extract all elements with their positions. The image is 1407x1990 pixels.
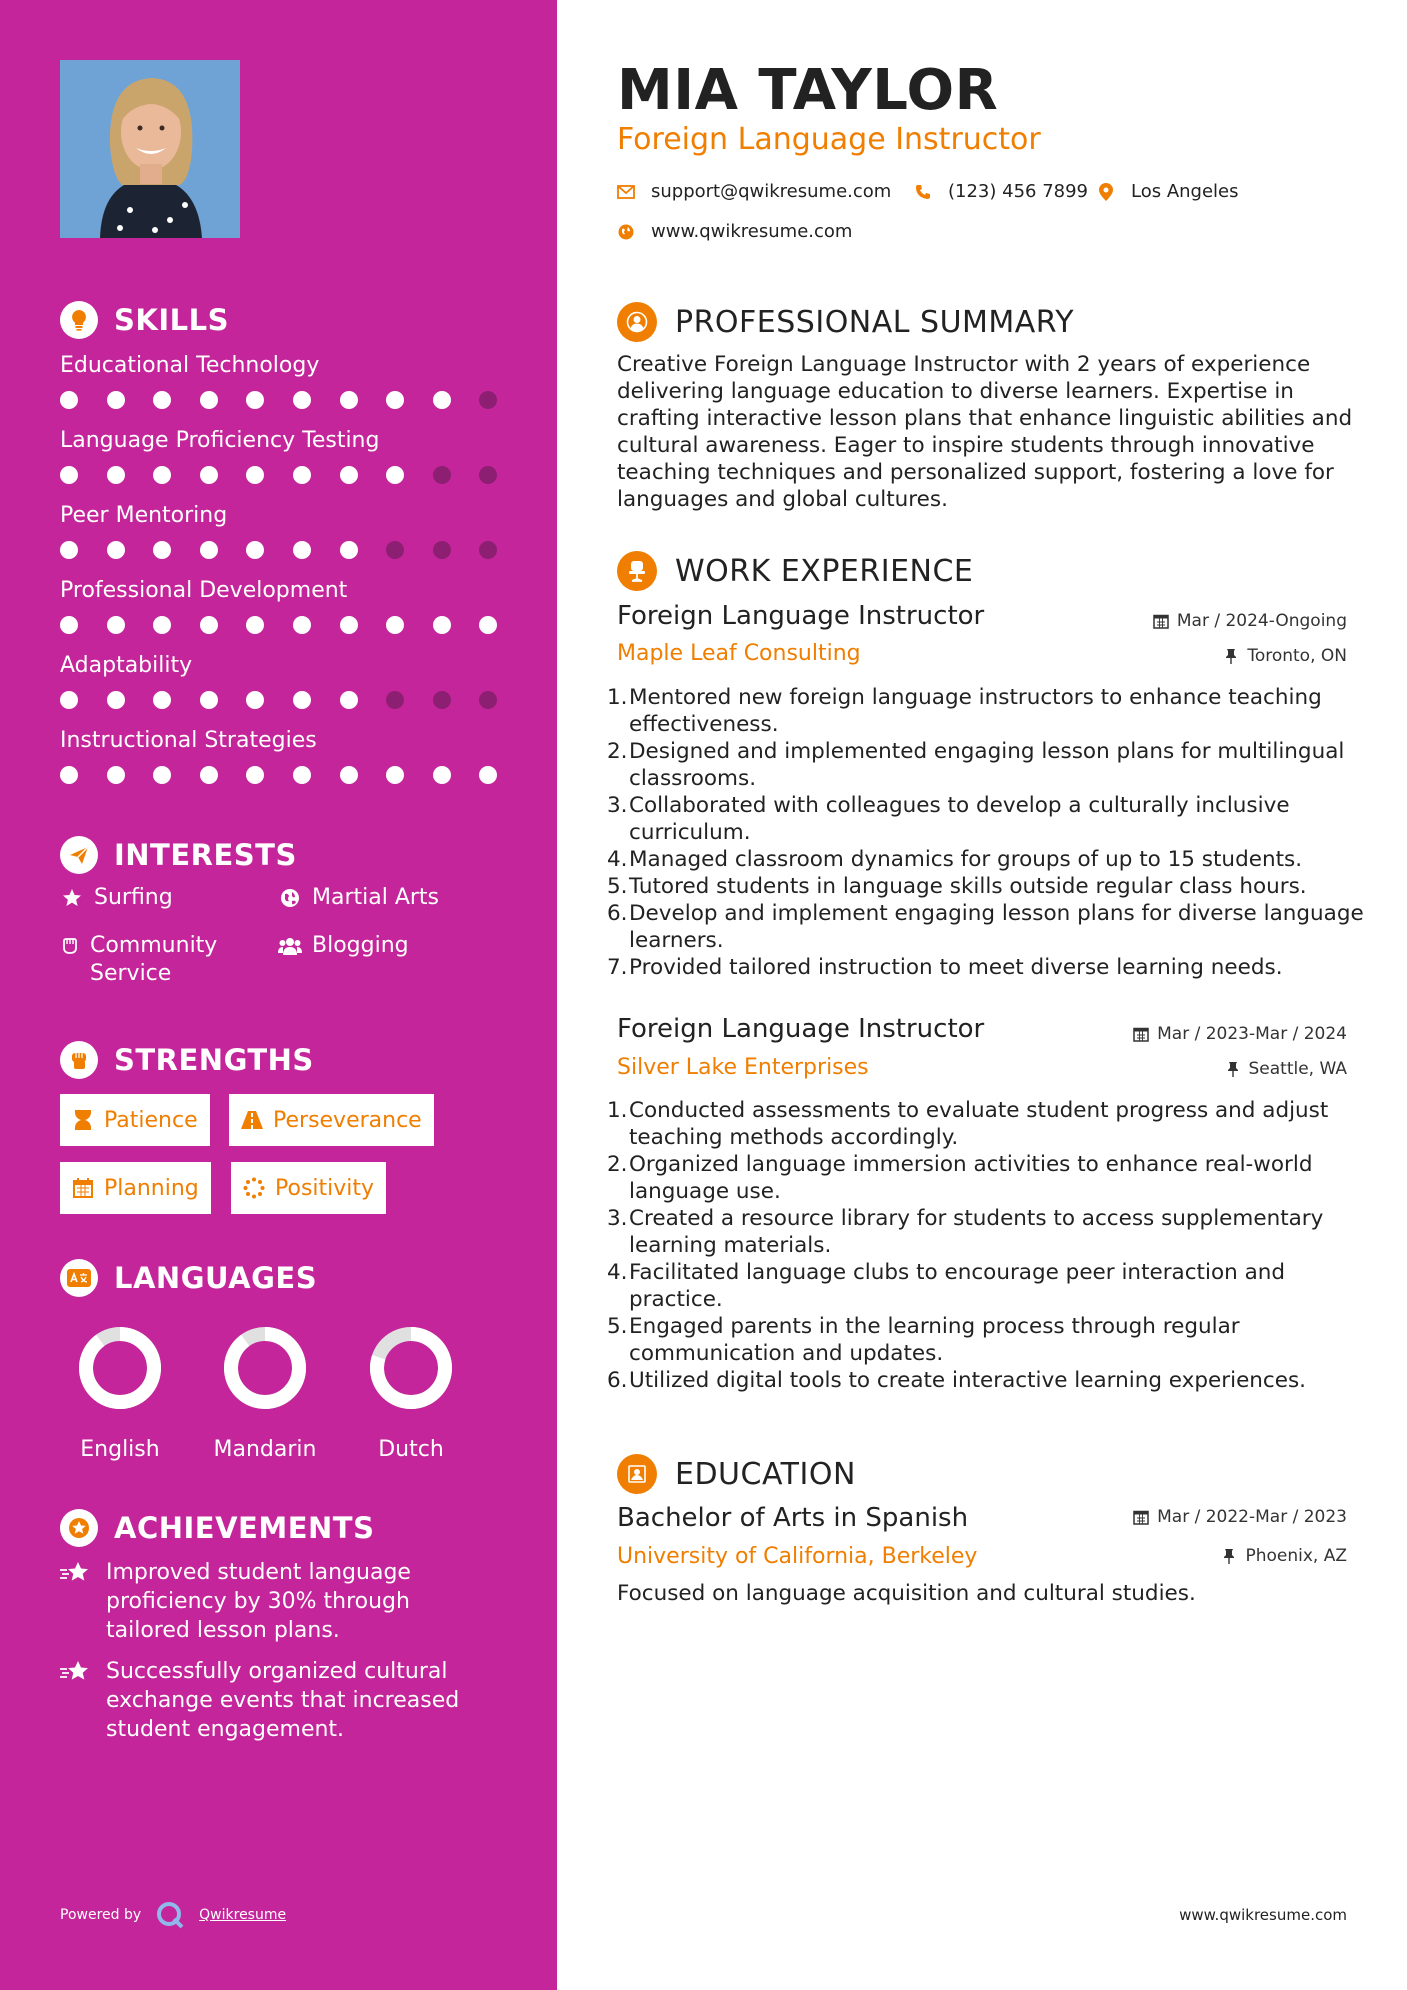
- rating-dot-filled: [200, 691, 218, 709]
- rating-dot-empty: [386, 541, 404, 559]
- rating-dot-empty: [433, 541, 451, 559]
- job-bullets: [607, 1097, 1367, 1394]
- skill-name: Adaptability: [60, 653, 193, 678]
- job-bullet: [607, 1367, 1367, 1394]
- rating-dot-filled: [340, 616, 358, 634]
- job-bullet: [607, 1259, 1367, 1313]
- skill-name: Educational Technology: [60, 353, 320, 378]
- bullet-text: Collaborated with colleagues to develop a culturally inclusive curriculum.: [629, 793, 1290, 845]
- bullet-text: Managed classroom dynamics for groups of up to 15 students.: [629, 847, 1303, 872]
- achievement-item: Successfully organized cultural exchange events that increased student engagement.: [60, 1657, 480, 1744]
- star-icon: [60, 884, 84, 912]
- job-company: Maple Leaf Consulting: [617, 641, 861, 666]
- rating-dot-filled: [293, 391, 311, 409]
- bullet-text: Facilitated language clubs to encourage peer interaction and practice.: [629, 1260, 1286, 1312]
- job-bullets: [607, 684, 1367, 981]
- summary-heading: PROFESSIONAL SUMMARY: [617, 300, 1074, 344]
- bullet-text: Conducted assessments to evaluate student progress and adjust teaching methods accordingly.: [629, 1098, 1329, 1150]
- rating-dot-filled: [107, 466, 125, 484]
- rating-dot-empty: [479, 391, 497, 409]
- star-speed-icon: [60, 1657, 90, 1686]
- rating-dot-filled: [153, 391, 171, 409]
- calendar-icon: [1133, 1509, 1149, 1525]
- rating-dot-filled: [200, 466, 218, 484]
- rating-dot-filled: [153, 616, 171, 634]
- job-dates: Mar / 2023-Mar / 2024: [1133, 1024, 1347, 1044]
- profile-photo: [60, 60, 240, 238]
- degree-title: Bachelor of Arts in Spanish: [617, 1503, 969, 1533]
- rating-dot-filled: [107, 391, 125, 409]
- bullet-number: 4.: [607, 1260, 628, 1285]
- rating-dot-filled: [386, 466, 404, 484]
- bullet-number: 3.: [607, 1206, 628, 1231]
- bullet-text: Designed and implemented engaging lesson plans for multilingual classrooms.: [629, 739, 1345, 791]
- bullet-text: Develop and implement engaging lesson plans for diverse language learners.: [629, 901, 1364, 953]
- rating-dot-filled: [386, 391, 404, 409]
- user-icon: [617, 302, 657, 342]
- rating-dot-filled: [340, 541, 358, 559]
- rating-dot-empty: [479, 466, 497, 484]
- job-title: Foreign Language Instructor: [617, 601, 985, 631]
- rating-dot-filled: [60, 391, 78, 409]
- globe-icon: [617, 223, 635, 241]
- rating-dot-filled: [60, 541, 78, 559]
- donut-fill: [231, 1334, 299, 1402]
- job-bullet: [607, 1205, 1367, 1259]
- rating-dot-filled: [340, 391, 358, 409]
- language-item: [60, 1325, 180, 1462]
- rating-dot-filled: [340, 691, 358, 709]
- contact-website[interactable]: www.qwikresume.com: [617, 221, 852, 242]
- rating-dot-filled: [246, 541, 264, 559]
- rating-dot-filled: [107, 616, 125, 634]
- rating-dot-filled: [293, 766, 311, 784]
- achievements-heading: ACHIEVEMENTS: [60, 1508, 374, 1548]
- bullet-number: 2.: [607, 1152, 628, 1177]
- job-bullet: [607, 1151, 1367, 1205]
- language-name: English: [80, 1437, 160, 1462]
- rating-dot-filled: [340, 466, 358, 484]
- bullet-text: Engaged parents in the learning process through regular communication and updates.: [629, 1314, 1240, 1366]
- job-bullet: [607, 873, 1367, 900]
- skill-name: Instructional Strategies: [60, 728, 317, 753]
- skill-rating: [60, 540, 526, 560]
- language-proficiency-donut: [222, 1325, 308, 1411]
- rating-dot-filled: [153, 541, 171, 559]
- qwikresume-logo-icon: [155, 1900, 185, 1930]
- job-bullet: [607, 792, 1367, 846]
- achievement-item: Improved student language proficiency by 30% through tailored lesson plans.: [60, 1558, 480, 1645]
- rating-dot-filled: [153, 691, 171, 709]
- bullet-text: Provided tailored instruction to meet diverse learning needs.: [629, 955, 1283, 980]
- education-dates: Mar / 2022-Mar / 2023: [1133, 1507, 1347, 1527]
- lightbulb-icon: [60, 301, 98, 339]
- skill-name: Language Proficiency Testing: [60, 428, 380, 453]
- bullet-number: 5.: [607, 1314, 628, 1339]
- footer-website[interactable]: www.qwikresume.com: [1179, 1906, 1347, 1924]
- bullet-text: Tutored students in language skills outside regular class hours.: [629, 874, 1307, 899]
- rating-dot-filled: [433, 766, 451, 784]
- language-item: [351, 1325, 471, 1462]
- education-location: Phoenix, AZ: [1221, 1546, 1347, 1566]
- rating-dot-filled: [433, 391, 451, 409]
- job-bullet: [607, 1313, 1367, 1367]
- rating-dot-filled: [479, 766, 497, 784]
- rating-dot-filled: [386, 616, 404, 634]
- languages-heading: LANGUAGES: [60, 1258, 317, 1298]
- job-company: Silver Lake Enterprises: [617, 1055, 869, 1080]
- hand-icon: [60, 932, 80, 960]
- rating-dot-filled: [246, 691, 264, 709]
- rating-dot-filled: [293, 466, 311, 484]
- education-description: Focused on language acquisition and cultural studies.: [617, 1581, 1196, 1606]
- language-item: [205, 1325, 325, 1462]
- strength-badge: Patience: [60, 1094, 210, 1146]
- phone-icon: [914, 183, 932, 201]
- language-proficiency-donut: [77, 1325, 163, 1411]
- calendar-icon: [1153, 613, 1169, 629]
- powered-by: Powered by Qwikresume: [60, 1900, 286, 1930]
- rating-dot-filled: [293, 691, 311, 709]
- bullet-number: 5.: [607, 874, 628, 899]
- candidate-name: MIA TAYLOR: [617, 58, 999, 123]
- interest-item: Martial Arts: [278, 884, 439, 912]
- pushpin-icon: [1221, 1548, 1237, 1564]
- school-name: University of California, Berkeley: [617, 1544, 978, 1569]
- skill-rating: [60, 465, 526, 485]
- contact-phone[interactable]: (123) 456 7899: [914, 181, 1088, 202]
- strength-badge: Positivity: [231, 1162, 386, 1214]
- rating-dot-filled: [60, 616, 78, 634]
- qwikresume-link[interactable]: Qwikresume: [199, 1907, 287, 1923]
- job-bullet: [607, 738, 1367, 792]
- bullet-number: 1.: [607, 1098, 628, 1123]
- graduate-icon: [617, 1454, 657, 1494]
- contact-email[interactable]: support@qwikresume.com: [617, 181, 891, 202]
- rating-dot-filled: [60, 691, 78, 709]
- rating-dot-filled: [60, 766, 78, 784]
- rating-dot-empty: [479, 541, 497, 559]
- bullet-number: 7.: [607, 955, 628, 980]
- job-bullet: [607, 1097, 1367, 1151]
- job-dates: Mar / 2024-Ongoing: [1153, 611, 1347, 631]
- rating-dot-filled: [153, 466, 171, 484]
- rating-dot-filled: [200, 766, 218, 784]
- job-bullet: [607, 900, 1367, 954]
- skill-name: Professional Development: [60, 578, 348, 603]
- rating-dot-filled: [479, 616, 497, 634]
- rating-dot-filled: [340, 766, 358, 784]
- job-bullet: [607, 954, 1367, 981]
- bullet-text: Mentored new foreign language instructors to enhance teaching effectiveness.: [629, 685, 1322, 737]
- skills-heading: SKILLS: [60, 300, 229, 340]
- interest-item: Surfing: [60, 884, 173, 912]
- paper-plane-icon: [60, 836, 98, 874]
- bullet-text: Created a resource library for students to access supplementary learning materials.: [629, 1206, 1324, 1258]
- globe-icon: [278, 884, 302, 912]
- bullet-number: 6.: [607, 901, 628, 926]
- rating-dot-empty: [386, 691, 404, 709]
- briefcase-chair-icon: [617, 551, 657, 591]
- language-proficiency-donut: [368, 1325, 454, 1411]
- skill-rating: [60, 615, 526, 635]
- strength-badge: Perseverance: [229, 1094, 434, 1146]
- interests-heading: INTERESTS: [60, 835, 297, 875]
- users-icon: [278, 932, 302, 960]
- job-location: Seattle, WA: [1225, 1059, 1348, 1079]
- rating-dot-filled: [60, 466, 78, 484]
- job-title: Foreign Language Instructor: [617, 1014, 985, 1044]
- rating-dot-empty: [433, 466, 451, 484]
- spinner-icon: [243, 1177, 265, 1199]
- star-speed-icon: [60, 1558, 90, 1587]
- rating-dot-filled: [246, 616, 264, 634]
- rating-dot-filled: [246, 466, 264, 484]
- job-location: Toronto, ON: [1223, 646, 1347, 666]
- bullet-text: Organized language immersion activities to enhance real-world language use.: [629, 1152, 1313, 1204]
- interest-item: Blogging: [278, 932, 409, 960]
- language-name: Dutch: [378, 1437, 444, 1462]
- contact-location: Los Angeles: [1097, 181, 1239, 202]
- skill-name: Peer Mentoring: [60, 503, 228, 528]
- road-icon: [241, 1109, 263, 1131]
- rating-dot-filled: [293, 616, 311, 634]
- rating-dot-filled: [386, 766, 404, 784]
- rating-dot-filled: [433, 616, 451, 634]
- envelope-icon: [617, 183, 635, 201]
- trophy-star-icon: [60, 1509, 98, 1547]
- rating-dot-filled: [200, 391, 218, 409]
- rating-dot-empty: [479, 691, 497, 709]
- job-bullet: [607, 684, 1367, 738]
- rating-dot-filled: [246, 766, 264, 784]
- rating-dot-filled: [200, 616, 218, 634]
- candidate-title: Foreign Language Instructor: [617, 122, 1041, 157]
- strength-badge: Planning: [60, 1162, 211, 1214]
- strengths-heading: STRENGTHS: [60, 1040, 314, 1080]
- education-heading: EDUCATION: [617, 1452, 856, 1496]
- bullet-number: 6.: [607, 1368, 628, 1393]
- fist-icon: [60, 1041, 98, 1079]
- skill-rating: [60, 690, 526, 710]
- main-content: [557, 0, 1407, 1990]
- sidebar: [0, 0, 557, 1990]
- pushpin-icon: [1223, 648, 1239, 664]
- language-icon: [60, 1259, 98, 1297]
- language-name: Mandarin: [213, 1437, 317, 1462]
- experience-heading: WORK EXPERIENCE: [617, 549, 973, 593]
- skill-rating: [60, 390, 526, 410]
- interest-item: Community Service: [60, 932, 260, 988]
- calendar-icon: [1133, 1026, 1149, 1042]
- rating-dot-filled: [107, 691, 125, 709]
- rating-dot-filled: [293, 541, 311, 559]
- job-bullet: [607, 846, 1367, 873]
- donut-fill: [86, 1334, 154, 1402]
- rating-dot-filled: [200, 541, 218, 559]
- bullet-number: 1.: [607, 685, 628, 710]
- rating-dot-filled: [107, 541, 125, 559]
- rating-dot-filled: [246, 391, 264, 409]
- pushpin-icon: [1225, 1061, 1241, 1077]
- calendar-icon: [72, 1177, 94, 1199]
- bullet-text: Utilized digital tools to create interactive learning experiences.: [629, 1368, 1307, 1393]
- rating-dot-filled: [107, 766, 125, 784]
- bullet-number: 3.: [607, 793, 628, 818]
- rating-dot-filled: [153, 766, 171, 784]
- summary-text: Creative Foreign Language Instructor with 2 years of experience delivering language education to diverse learners. Expertise in crafting interactive lesson plans that enhance linguistic abilities and cultural awareness. Eager to inspire students through innovative teaching techniques and personalized support, fostering a love for languages and global cultures.: [617, 352, 1353, 512]
- skill-rating: [60, 765, 526, 785]
- bullet-number: 4.: [607, 847, 628, 872]
- hourglass-icon: [72, 1109, 94, 1131]
- rating-dot-empty: [433, 691, 451, 709]
- map-pin-icon: [1097, 183, 1115, 201]
- bullet-number: 2.: [607, 739, 628, 764]
